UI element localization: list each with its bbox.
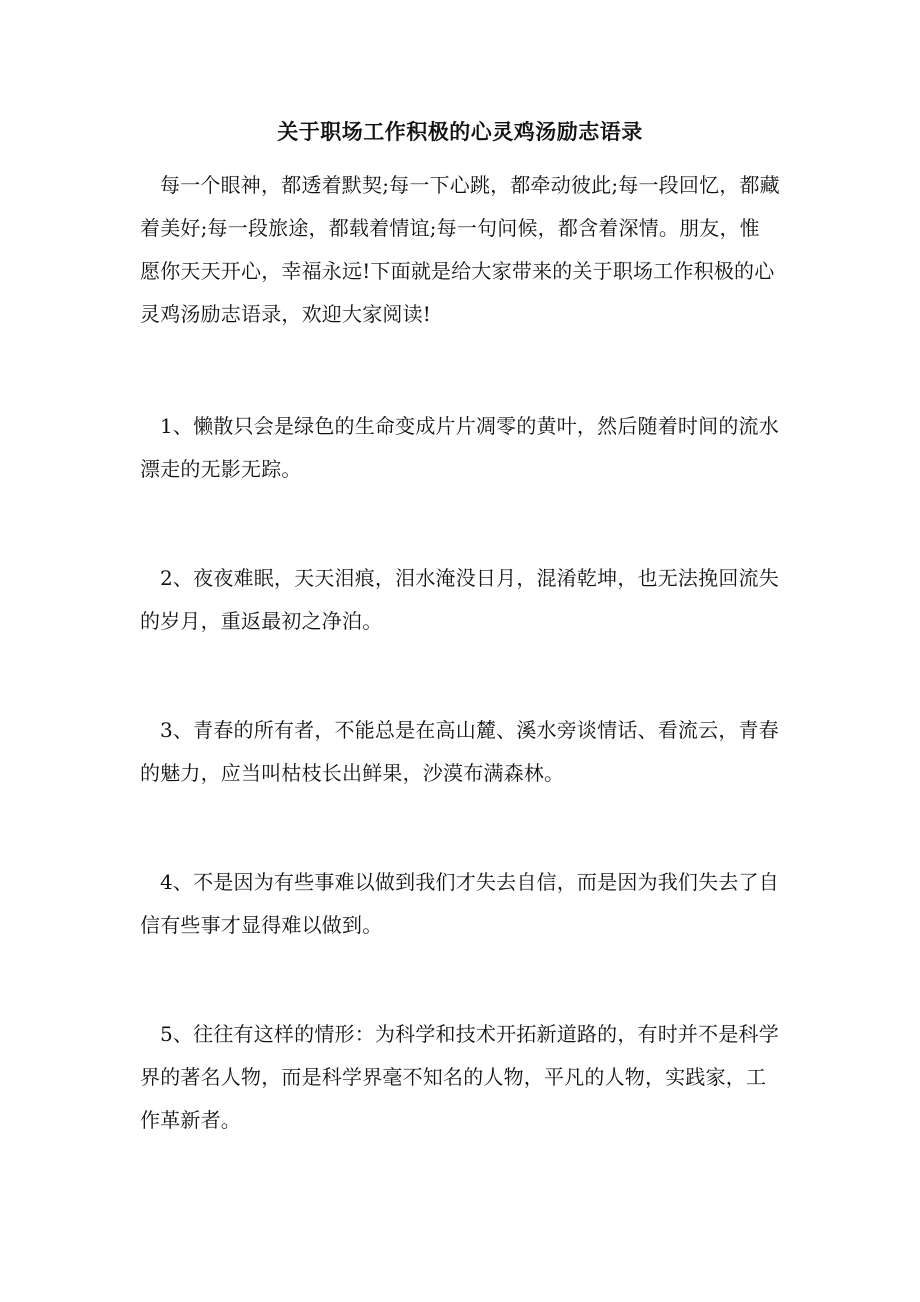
- document-title: 关于职场工作积极的心灵鸡汤励志语录: [277, 119, 643, 144]
- quote-paragraph-3: 3、青春的所有者，不能总是在高山麓、溪水旁谈情话、看流云，青春的魅力，应当叫枯枝长出鲜果，沙漠布满森林。: [140, 718, 779, 785]
- quote-paragraph-2: 2、夜夜难眠，天天泪痕，泪水淹没日月，混淆乾坤，也无法挽回流失的岁月，重返最初之净泊。: [140, 566, 779, 633]
- quote-paragraph-5: 5、往往有这样的情形：为科学和技术开拓新道路的，有时并不是科学界的著名人物，而是科学界毫不知名的人物，平凡的人物，实践家，工作革新者。: [140, 1022, 779, 1132]
- quote-paragraph-1: 1、懒散只会是绿色的生命变成片片凋零的黄叶，然后随着时间的流水漂走的无影无踪。: [140, 414, 779, 481]
- quote-paragraph-4: 4、不是因为有些事难以做到我们才失去自信，而是因为我们失去了自信有些事才显得难以做到。: [140, 870, 779, 937]
- intro-paragraph: 每一个眼神，都透着默契;每一下心跳，都牵动彼此;每一段回忆，都藏着美好;每一段旅途，都载着情谊;每一句问候，都含着深情。朋友，惟愿你天天开心，幸福永远!下面就是给大家带来的关于职场工作积极的心灵鸡汤励志语录，欢迎大家阅读!: [140, 173, 780, 326]
